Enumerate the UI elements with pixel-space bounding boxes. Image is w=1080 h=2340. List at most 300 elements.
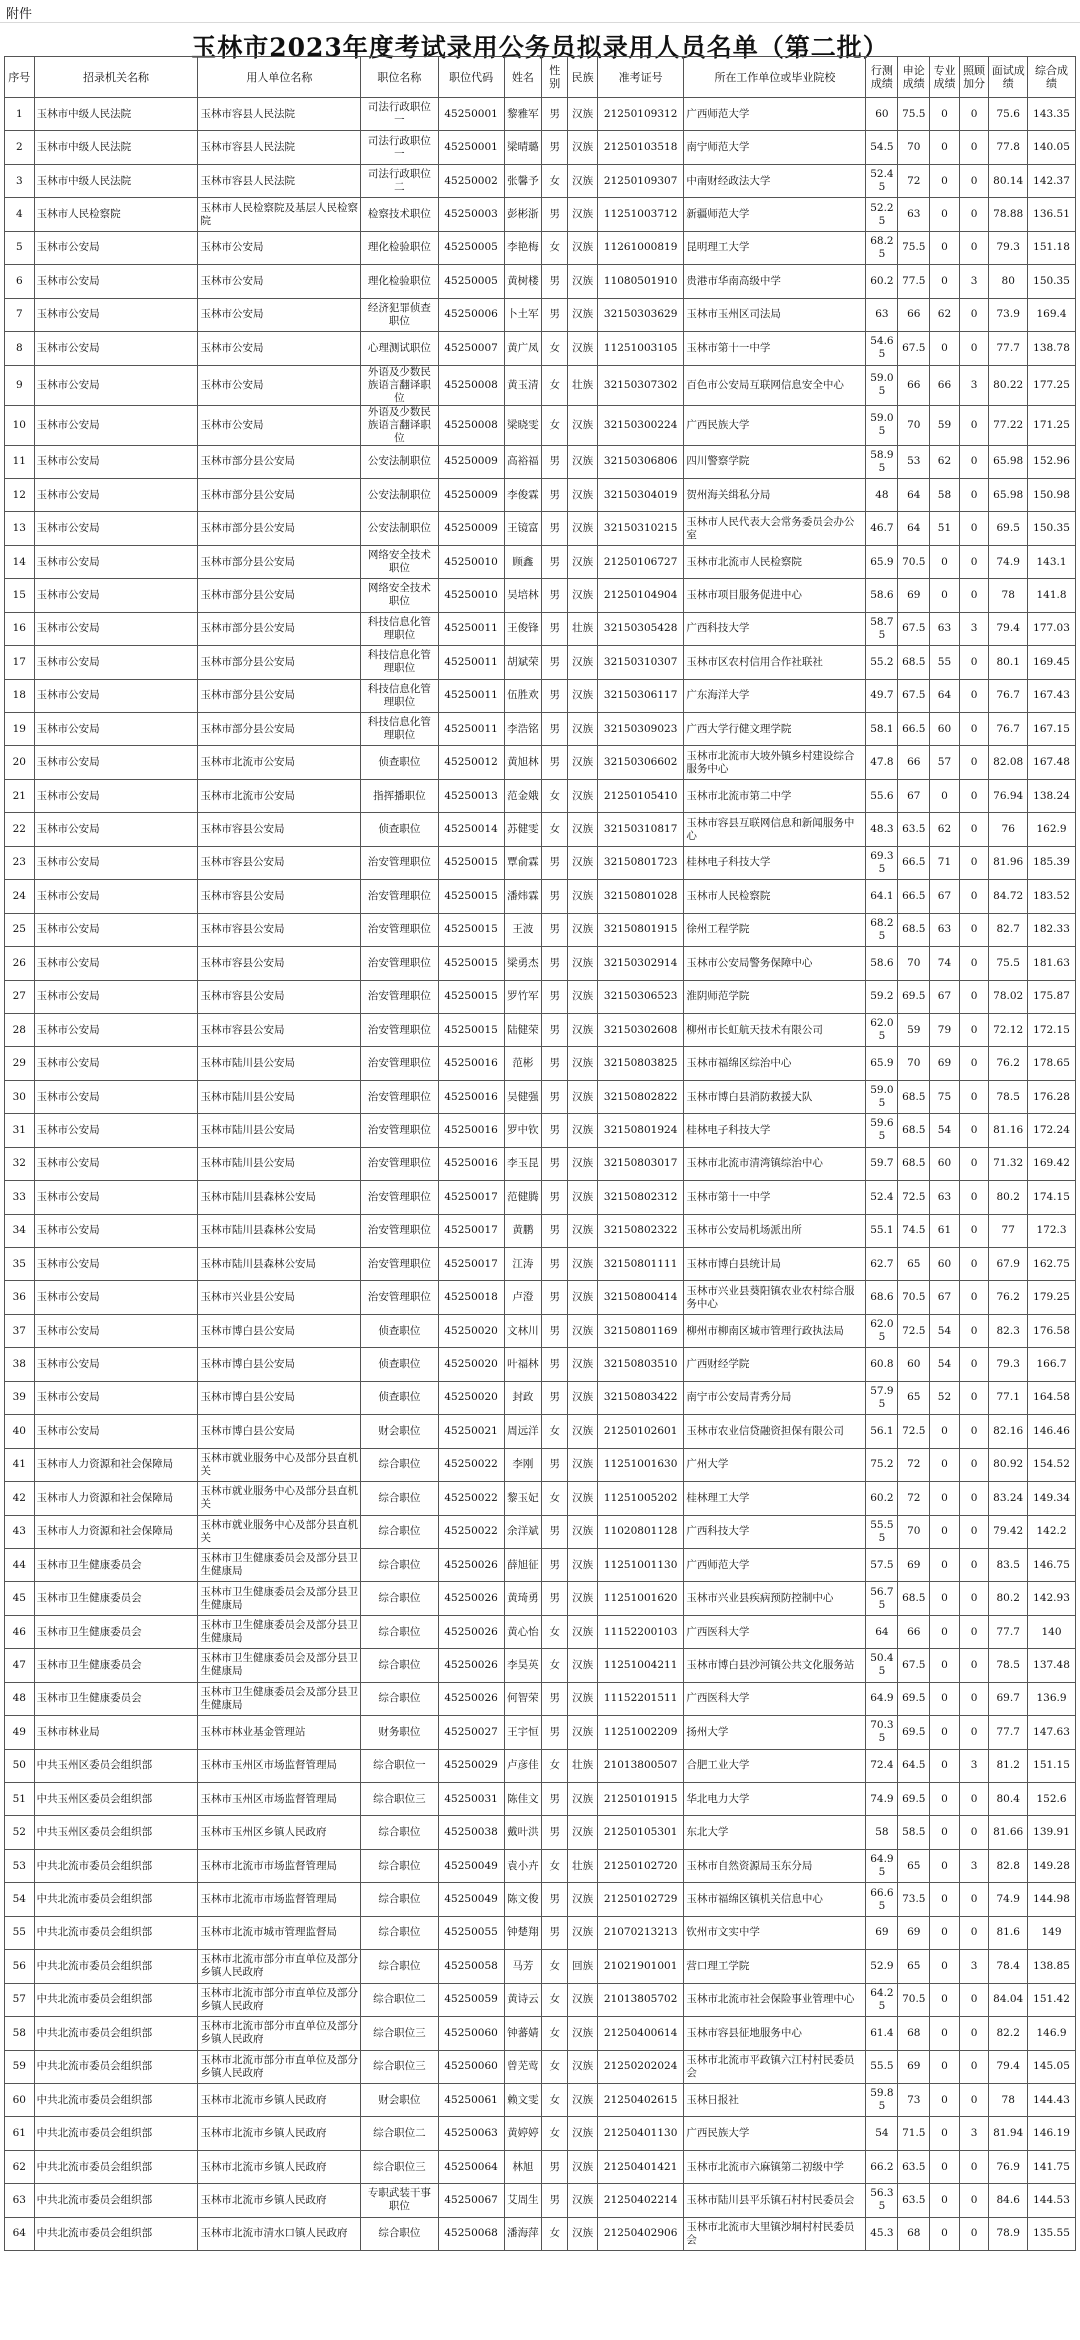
cell-name: 梁晓雯 [504, 405, 542, 445]
cell-agency: 玉林市公安局 [34, 265, 198, 298]
cell-employer: 玉林市公安局 [198, 365, 361, 405]
cell-essay: 63 [898, 198, 930, 231]
cell-workplace: 广西师范大学 [684, 98, 866, 131]
cell-name: 封政 [504, 1381, 542, 1414]
cell-name: 吴健强 [504, 1080, 542, 1113]
cell-ethnicity: 壮族 [568, 1749, 598, 1782]
cell-professional: 57 [930, 746, 960, 779]
cell-name: 林旭 [504, 2150, 542, 2183]
cell-exam-id: 32150310817 [597, 813, 683, 846]
cell-position: 治安管理职位 [361, 1181, 438, 1214]
cell-position: 综合职位三 [361, 2050, 438, 2083]
cell-aptitude: 58.6 [866, 579, 898, 612]
cell-essay: 68.5 [898, 1080, 930, 1113]
cell-name: 余洋斌 [504, 1515, 542, 1548]
cell-exam-id: 11251001630 [597, 1448, 683, 1481]
cell-name: 卢澄 [504, 1281, 542, 1314]
table-row [5, 1983, 1076, 2016]
cell-essay: 64 [898, 478, 930, 511]
cell-total: 139.91 [1028, 1816, 1076, 1849]
cell-bonus: 0 [959, 1916, 989, 1949]
cell-gender: 女 [542, 2117, 568, 2150]
cell-essay: 69 [898, 1548, 930, 1581]
cell-workplace: 玉林市北流市社会保险事业管理中心 [684, 1983, 866, 2016]
cell-seq: 18 [5, 679, 35, 712]
cell-position: 外语及少数民族语言翻译职位 [361, 405, 438, 445]
cell-interview: 82.08 [989, 746, 1028, 779]
cell-exam-id: 21250101915 [597, 1783, 683, 1816]
cell-essay: 77.5 [898, 265, 930, 298]
cell-agency: 玉林市公安局 [34, 980, 198, 1013]
cell-gender: 男 [542, 1381, 568, 1414]
cell-aptitude: 65.9 [866, 545, 898, 578]
cell-agency: 中共北流市委员会组织部 [34, 2083, 198, 2116]
cell-workplace: 玉林市福绵区综治中心 [684, 1047, 866, 1080]
cell-total: 154.52 [1028, 1448, 1076, 1481]
cell-name: 周远洋 [504, 1415, 542, 1448]
table-row [5, 1047, 1076, 1080]
cell-aptitude: 64.9 [866, 1682, 898, 1715]
cell-essay: 66 [898, 365, 930, 405]
cell-professional: 74 [930, 947, 960, 980]
cell-agency: 玉林市公安局 [34, 1114, 198, 1147]
table-row [5, 298, 1076, 331]
cell-total: 150.35 [1028, 512, 1076, 545]
cell-bonus: 0 [959, 512, 989, 545]
cell-exam-id: 21250103518 [597, 131, 683, 164]
cell-aptitude: 59.85 [866, 2083, 898, 2116]
cell-position: 治安管理职位 [361, 1147, 438, 1180]
cell-total: 181.63 [1028, 947, 1076, 980]
cell-seq: 6 [5, 265, 35, 298]
cell-gender: 男 [542, 1281, 568, 1314]
cell-exam-id: 32150300224 [597, 405, 683, 445]
cell-employer: 玉林市陆川县公安局 [198, 1080, 361, 1113]
cell-ethnicity: 汉族 [568, 1649, 598, 1682]
cell-gender: 男 [542, 265, 568, 298]
cell-agency: 玉林市公安局 [34, 779, 198, 812]
cell-name: 彭彬浙 [504, 198, 542, 231]
cell-position-code: 45250011 [438, 713, 504, 746]
cell-essay: 58.5 [898, 1816, 930, 1849]
cell-seq: 28 [5, 1013, 35, 1046]
cell-employer: 玉林市北流市公安局 [198, 746, 361, 779]
cell-total: 169.45 [1028, 646, 1076, 679]
cell-essay: 71.5 [898, 2117, 930, 2150]
cell-essay: 65 [898, 1381, 930, 1414]
cell-exam-id: 21021901001 [597, 1950, 683, 1983]
cell-position: 综合职位 [361, 1582, 438, 1615]
cell-position: 综合职位 [361, 2217, 438, 2250]
cell-gender: 女 [542, 365, 568, 405]
cell-aptitude: 59.7 [866, 1147, 898, 1180]
cell-ethnicity: 汉族 [568, 1883, 598, 1916]
cell-professional: 0 [930, 1682, 960, 1715]
cell-workplace: 玉林市兴业县疾病预防控制中心 [684, 1582, 866, 1615]
table-row [5, 1783, 1076, 1816]
cell-professional: 0 [930, 1849, 960, 1882]
cell-aptitude: 50.45 [866, 1649, 898, 1682]
cell-essay: 67 [898, 779, 930, 812]
cell-aptitude: 60 [866, 98, 898, 131]
table-row [5, 1615, 1076, 1648]
cell-interview: 79.3 [989, 231, 1028, 264]
cell-bonus: 0 [959, 405, 989, 445]
cell-position: 理化检验职位 [361, 265, 438, 298]
table-row [5, 746, 1076, 779]
cell-aptitude: 68.6 [866, 1281, 898, 1314]
cell-essay: 68 [898, 2217, 930, 2250]
cell-name: 梁勇杰 [504, 947, 542, 980]
cell-professional: 0 [930, 1883, 960, 1916]
cell-seq: 2 [5, 131, 35, 164]
cell-name: 王宇恒 [504, 1716, 542, 1749]
cell-name: 张馨予 [504, 164, 542, 197]
cell-position-code: 45250009 [438, 445, 504, 478]
cell-ethnicity: 汉族 [568, 265, 598, 298]
cell-agency: 玉林市公安局 [34, 846, 198, 879]
cell-seq: 14 [5, 545, 35, 578]
cell-agency: 玉林市卫生健康委员会 [34, 1649, 198, 1682]
cell-agency: 玉林市中级人民法院 [34, 131, 198, 164]
cell-workplace: 中南财经政法大学 [684, 164, 866, 197]
cell-workplace: 桂林电子科技大学 [684, 1114, 866, 1147]
cell-position: 心理测试职位 [361, 332, 438, 365]
table-row [5, 2050, 1076, 2083]
cell-position: 治安管理职位 [361, 846, 438, 879]
cell-agency: 玉林市公安局 [34, 1147, 198, 1180]
cell-exam-id: 21250401421 [597, 2150, 683, 2183]
cell-position-code: 45250009 [438, 478, 504, 511]
cell-total: 162.75 [1028, 1248, 1076, 1281]
cell-position-code: 45250017 [438, 1248, 504, 1281]
cell-interview: 76.94 [989, 779, 1028, 812]
cell-employer: 玉林市卫生健康委员会及部分县卫生健康局 [198, 1582, 361, 1615]
table-row [5, 1448, 1076, 1481]
cell-interview: 79.42 [989, 1515, 1028, 1548]
cell-ethnicity: 汉族 [568, 779, 598, 812]
cell-professional: 55 [930, 646, 960, 679]
cell-essay: 66 [898, 298, 930, 331]
cell-aptitude: 55.1 [866, 1214, 898, 1247]
cell-bonus: 0 [959, 1147, 989, 1180]
cell-employer: 玉林市北流市乡镇人民政府 [198, 2184, 361, 2217]
cell-exam-id: 32150306523 [597, 980, 683, 1013]
cell-position-code: 45250011 [438, 646, 504, 679]
cell-gender: 女 [542, 231, 568, 264]
cell-name: 李俊霖 [504, 478, 542, 511]
cell-professional: 0 [930, 545, 960, 578]
cell-seq: 50 [5, 1749, 35, 1782]
cell-total: 136.9 [1028, 1682, 1076, 1715]
cell-employer: 玉林市陆川县森林公安局 [198, 1248, 361, 1281]
cell-professional: 0 [930, 198, 960, 231]
cell-gender: 女 [542, 1983, 568, 2016]
cell-exam-id: 32150310215 [597, 512, 683, 545]
cell-seq: 53 [5, 1849, 35, 1882]
cell-interview: 79.4 [989, 612, 1028, 645]
cell-exam-id: 11251001620 [597, 1582, 683, 1615]
cell-professional: 63 [930, 612, 960, 645]
cell-name: 黄鹏 [504, 1214, 542, 1247]
cell-position: 综合职位三 [361, 1783, 438, 1816]
cell-agency: 玉林市公安局 [34, 1214, 198, 1247]
cell-professional: 0 [930, 1448, 960, 1481]
cell-exam-id: 21250102729 [597, 1883, 683, 1916]
cell-total: 151.15 [1028, 1749, 1076, 1782]
cell-employer: 玉林市北流市部分市直单位及部分乡镇人民政府 [198, 2017, 361, 2050]
cell-aptitude: 57.5 [866, 1548, 898, 1581]
table-row [5, 980, 1076, 1013]
cell-total: 144.43 [1028, 2083, 1076, 2116]
cell-workplace: 玉林市项目服务促进中心 [684, 579, 866, 612]
cell-interview: 77.7 [989, 1716, 1028, 1749]
cell-position: 综合职位二 [361, 1983, 438, 2016]
cell-position: 司法行政职位一 [361, 131, 438, 164]
cell-ethnicity: 汉族 [568, 1013, 598, 1046]
cell-ethnicity: 汉族 [568, 2217, 598, 2250]
cell-aptitude: 60.2 [866, 265, 898, 298]
cell-employer: 玉林市部分县公安局 [198, 713, 361, 746]
cell-total: 149.28 [1028, 1849, 1076, 1882]
cell-interview: 76 [989, 813, 1028, 846]
cell-seq: 29 [5, 1047, 35, 1080]
cell-name: 钟蕃婧 [504, 2017, 542, 2050]
cell-employer: 玉林市北流市公安局 [198, 779, 361, 812]
cell-employer: 玉林市容县公安局 [198, 813, 361, 846]
cell-professional: 0 [930, 1716, 960, 1749]
cell-position: 治安管理职位 [361, 913, 438, 946]
cell-gender: 男 [542, 298, 568, 331]
cell-exam-id: 32150803422 [597, 1381, 683, 1414]
cell-ethnicity: 汉族 [568, 298, 598, 331]
cell-total: 142.37 [1028, 164, 1076, 197]
cell-professional: 0 [930, 1582, 960, 1615]
cell-employer: 玉林市陆川县森林公安局 [198, 1181, 361, 1214]
col-header-employer: 用人单位名称 [198, 57, 361, 98]
cell-total: 167.15 [1028, 713, 1076, 746]
table-row [5, 579, 1076, 612]
cell-employer: 玉林市博白县公安局 [198, 1348, 361, 1381]
cell-aptitude: 55.55 [866, 1515, 898, 1548]
cell-agency: 玉林市公安局 [34, 880, 198, 913]
cell-bonus: 0 [959, 2050, 989, 2083]
cell-name: 李昊英 [504, 1649, 542, 1682]
cell-position-code: 45250008 [438, 365, 504, 405]
cell-interview: 78.4 [989, 1950, 1028, 1983]
cell-name: 黄广凤 [504, 332, 542, 365]
cell-employer: 玉林市部分县公安局 [198, 679, 361, 712]
cell-agency: 玉林市公安局 [34, 746, 198, 779]
cell-seq: 35 [5, 1248, 35, 1281]
cell-aptitude: 47.8 [866, 746, 898, 779]
cell-professional: 61 [930, 1214, 960, 1247]
cell-workplace: 贺州海关缉私分局 [684, 478, 866, 511]
cell-position-code: 45250013 [438, 779, 504, 812]
cell-name: 何智荣 [504, 1682, 542, 1715]
cell-agency: 中共玉州区委员会组织部 [34, 1816, 198, 1849]
cell-exam-id: 21250105410 [597, 779, 683, 812]
cell-workplace: 贵港市华南高级中学 [684, 265, 866, 298]
col-header-seq: 序号 [5, 57, 35, 98]
cell-workplace: 东北大学 [684, 1816, 866, 1849]
cell-total: 146.9 [1028, 2017, 1076, 2050]
cell-position-code: 45250010 [438, 545, 504, 578]
cell-essay: 69.5 [898, 1716, 930, 1749]
cell-total: 147.63 [1028, 1716, 1076, 1749]
table-row [5, 846, 1076, 879]
cell-total: 169.42 [1028, 1147, 1076, 1180]
cell-aptitude: 58.95 [866, 445, 898, 478]
cell-interview: 84.04 [989, 1983, 1028, 2016]
cell-workplace: 桂林电子科技大学 [684, 846, 866, 879]
cell-bonus: 0 [959, 1348, 989, 1381]
cell-professional: 54 [930, 1314, 960, 1347]
cell-position: 综合职位三 [361, 2150, 438, 2183]
cell-position: 综合职位 [361, 1916, 438, 1949]
cell-exam-id: 32150309023 [597, 713, 683, 746]
cell-total: 177.03 [1028, 612, 1076, 645]
cell-seq: 37 [5, 1314, 35, 1347]
table-row [5, 131, 1076, 164]
cell-position: 侦查职位 [361, 746, 438, 779]
table-row [5, 646, 1076, 679]
cell-total: 151.42 [1028, 1983, 1076, 2016]
cell-agency: 玉林市公安局 [34, 646, 198, 679]
cell-aptitude: 52.9 [866, 1950, 898, 1983]
cell-employer: 玉林市部分县公安局 [198, 512, 361, 545]
cell-ethnicity: 壮族 [568, 1849, 598, 1882]
cell-exam-id: 32150801028 [597, 880, 683, 913]
cell-name: 吴培林 [504, 579, 542, 612]
cell-professional: 62 [930, 813, 960, 846]
cell-interview: 82.2 [989, 2017, 1028, 2050]
cell-aptitude: 72.4 [866, 1749, 898, 1782]
cell-position-code: 45250015 [438, 880, 504, 913]
cell-interview: 83.5 [989, 1548, 1028, 1581]
cell-workplace: 钦州市文实中学 [684, 1916, 866, 1949]
cell-professional: 0 [930, 2017, 960, 2050]
cell-agency: 玉林市公安局 [34, 579, 198, 612]
cell-essay: 65 [898, 1950, 930, 1983]
cell-agency: 玉林市公安局 [34, 512, 198, 545]
cell-workplace: 广西科技大学 [684, 612, 866, 645]
cell-total: 182.33 [1028, 913, 1076, 946]
cell-aptitude: 62.05 [866, 1013, 898, 1046]
cell-professional: 0 [930, 2050, 960, 2083]
cell-position: 侦查职位 [361, 813, 438, 846]
cell-name: 王波 [504, 913, 542, 946]
cell-employer: 玉林市就业服务中心及部分县直机关 [198, 1448, 361, 1481]
col-header-agency: 招录机关名称 [34, 57, 198, 98]
cell-total: 176.28 [1028, 1080, 1076, 1113]
cell-seq: 22 [5, 813, 35, 846]
cell-ethnicity: 汉族 [568, 164, 598, 197]
cell-bonus: 0 [959, 2150, 989, 2183]
cell-name: 范健腾 [504, 1181, 542, 1214]
cell-aptitude: 59.2 [866, 980, 898, 1013]
col-header-bonus-points: 照顾加分 [959, 57, 989, 98]
col-header-professional-score: 专业成绩 [930, 57, 960, 98]
cell-gender: 女 [542, 2017, 568, 2050]
cell-aptitude: 64.25 [866, 1983, 898, 2016]
cell-position: 治安管理职位 [361, 1214, 438, 1247]
col-header-ethnicity: 民族 [568, 57, 598, 98]
cell-interview: 81.66 [989, 1816, 1028, 1849]
cell-professional: 79 [930, 1013, 960, 1046]
table-row [5, 2150, 1076, 2183]
cell-interview: 77.7 [989, 332, 1028, 365]
cell-essay: 70 [898, 947, 930, 980]
cell-bonus: 0 [959, 646, 989, 679]
cell-interview: 81.94 [989, 2117, 1028, 2150]
cell-aptitude: 49.7 [866, 679, 898, 712]
cell-bonus: 0 [959, 980, 989, 1013]
cell-agency: 玉林市公安局 [34, 813, 198, 846]
cell-employer: 玉林市部分县公安局 [198, 646, 361, 679]
cell-interview: 81.96 [989, 846, 1028, 879]
cell-agency: 玉林市中级人民法院 [34, 164, 198, 197]
cell-employer: 玉林市容县公安局 [198, 880, 361, 913]
cell-exam-id: 21250402214 [597, 2184, 683, 2217]
cell-employer: 玉林市北流市城市管理监督局 [198, 1916, 361, 1949]
cell-gender: 男 [542, 746, 568, 779]
cell-exam-id: 32150305428 [597, 612, 683, 645]
cell-employer: 玉林市陆川县公安局 [198, 1147, 361, 1180]
cell-interview: 83.24 [989, 1482, 1028, 1515]
cell-bonus: 3 [959, 1950, 989, 1983]
cell-seq: 36 [5, 1281, 35, 1314]
cell-total: 140 [1028, 1615, 1076, 1648]
cell-bonus: 0 [959, 445, 989, 478]
cell-gender: 男 [542, 2184, 568, 2217]
cell-total: 183.52 [1028, 880, 1076, 913]
cell-essay: 69 [898, 1916, 930, 1949]
cell-employer: 玉林市北流市乡镇人民政府 [198, 2150, 361, 2183]
cell-essay: 70.5 [898, 545, 930, 578]
cell-ethnicity: 汉族 [568, 332, 598, 365]
cell-total: 171.25 [1028, 405, 1076, 445]
cell-workplace: 玉林市博白县统计局 [684, 1248, 866, 1281]
cell-name: 顾鑫 [504, 545, 542, 578]
cell-essay: 75.5 [898, 98, 930, 131]
cell-interview: 73.9 [989, 298, 1028, 331]
cell-professional: 0 [930, 164, 960, 197]
cell-aptitude: 56.75 [866, 1582, 898, 1615]
cell-total: 178.65 [1028, 1047, 1076, 1080]
cell-aptitude: 58.6 [866, 947, 898, 980]
cell-gender: 男 [542, 1816, 568, 1849]
cell-seq: 4 [5, 198, 35, 231]
cell-essay: 68.5 [898, 1114, 930, 1147]
cell-gender: 男 [542, 1682, 568, 1715]
cell-professional: 66 [930, 365, 960, 405]
cell-interview: 65.98 [989, 478, 1028, 511]
cell-exam-id: 32150802312 [597, 1181, 683, 1214]
cell-bonus: 0 [959, 2217, 989, 2250]
cell-essay: 63.5 [898, 2150, 930, 2183]
cell-name: 黄旭林 [504, 746, 542, 779]
cell-exam-id: 21250102720 [597, 1849, 683, 1882]
cell-ethnicity: 汉族 [568, 1415, 598, 1448]
cell-gender: 男 [542, 646, 568, 679]
cell-position-code: 45250049 [438, 1883, 504, 1916]
cell-position: 综合职位三 [361, 2017, 438, 2050]
cell-total: 167.43 [1028, 679, 1076, 712]
cell-exam-id: 11251004211 [597, 1649, 683, 1682]
cell-position-code: 45250017 [438, 1181, 504, 1214]
cell-agency: 中共玉州区委员会组织部 [34, 1749, 198, 1782]
